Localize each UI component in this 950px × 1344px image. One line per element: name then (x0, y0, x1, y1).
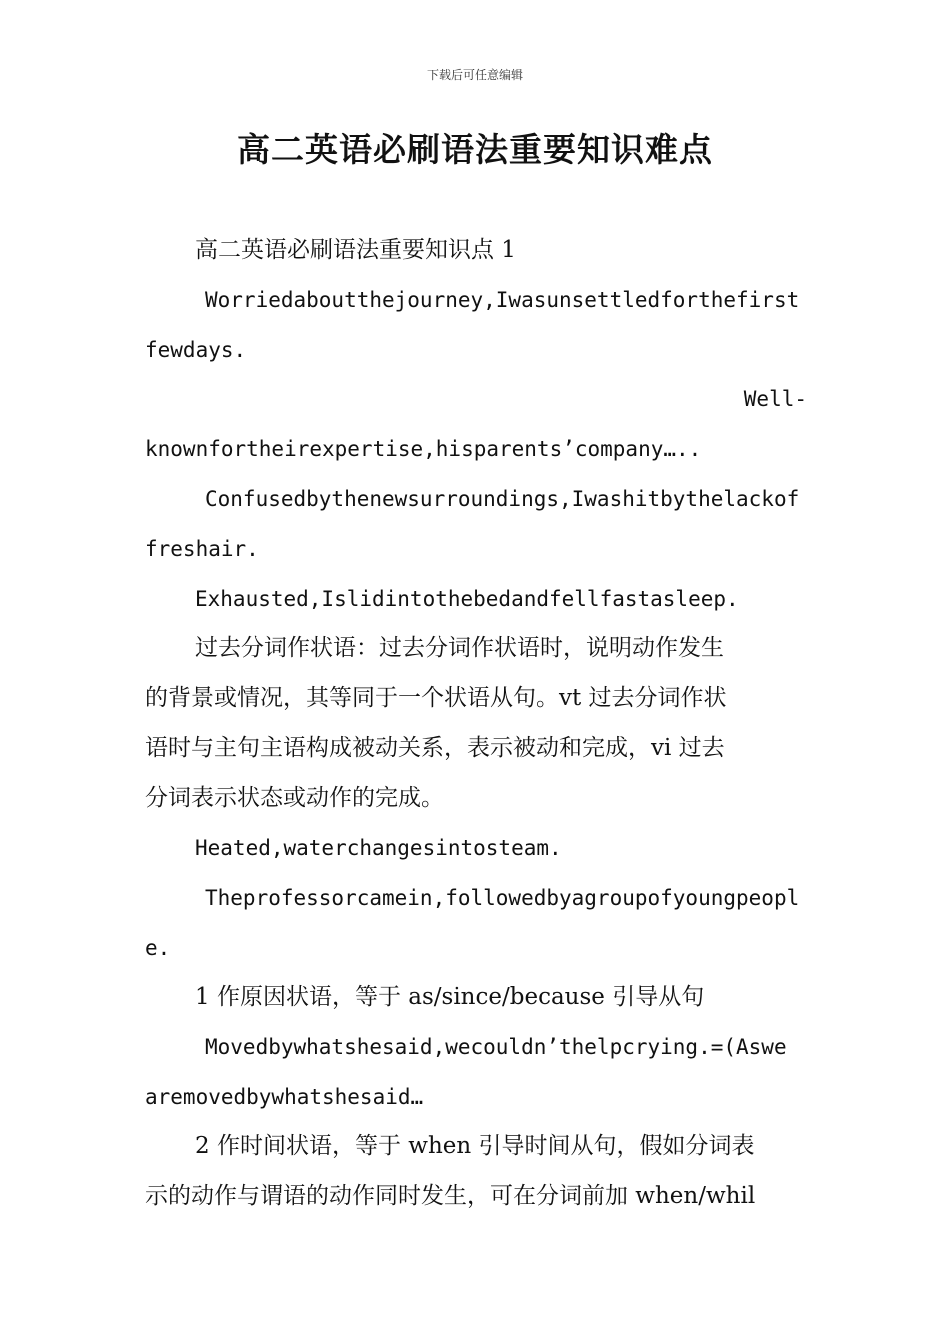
text-line: 1 作原因状语，等于 as/since/because 引导从句 (195, 984, 705, 1010)
text-line: knownfortheirexpertise,hisparents’company….. (145, 437, 702, 461)
text-line: freshair. (145, 537, 259, 561)
section-heading: 高二英语必刷语法重要知识点 1 (195, 237, 516, 263)
text-line: fewdays. (145, 338, 247, 362)
text-line: Heated,waterchangesintosteam. (195, 836, 562, 860)
text-line: 语时与主句主语构成被动关系，表示被动和完成，vi 过去 (145, 735, 725, 761)
text-line: 过去分词作状语：过去分词作状语时，说明动作发生 (195, 635, 724, 661)
text-line: 示的动作与谓语的动作同时发生，可在分词前加 when/whil (145, 1183, 756, 1209)
text-line: Well- (743, 387, 807, 411)
text-line: 分词表示状态或动作的完成。 (145, 785, 444, 811)
text-line: Worriedaboutthejourney,Iwasunsettledforthefirst (205, 288, 800, 312)
text-line: aremovedbywhatshesaid… (145, 1085, 424, 1109)
page-header: 下载后可任意编辑 (426, 68, 523, 82)
page-title: 高二英语必刷语法重要知识难点 (237, 130, 713, 169)
text-line: 2 作时间状语，等于 when 引导时间从句，假如分词表 (195, 1133, 755, 1159)
text-line: Exhausted,Islidintothebedandfellfastasleep. (195, 587, 739, 611)
text-line: Confusedbythenewsurroundings,Iwashitbythelackof (205, 487, 800, 511)
text-line: Movedbywhatshesaid,wecouldn’thelpcrying.=(Aswe (205, 1035, 787, 1059)
text-line: 的背景或情况，其等同于一个状语从句。vt 过去分词作状 (145, 685, 727, 711)
text-line: e. (145, 936, 171, 960)
text-line: Theprofessorcamein,followedbyagroupofyoungpeopl (205, 886, 800, 910)
